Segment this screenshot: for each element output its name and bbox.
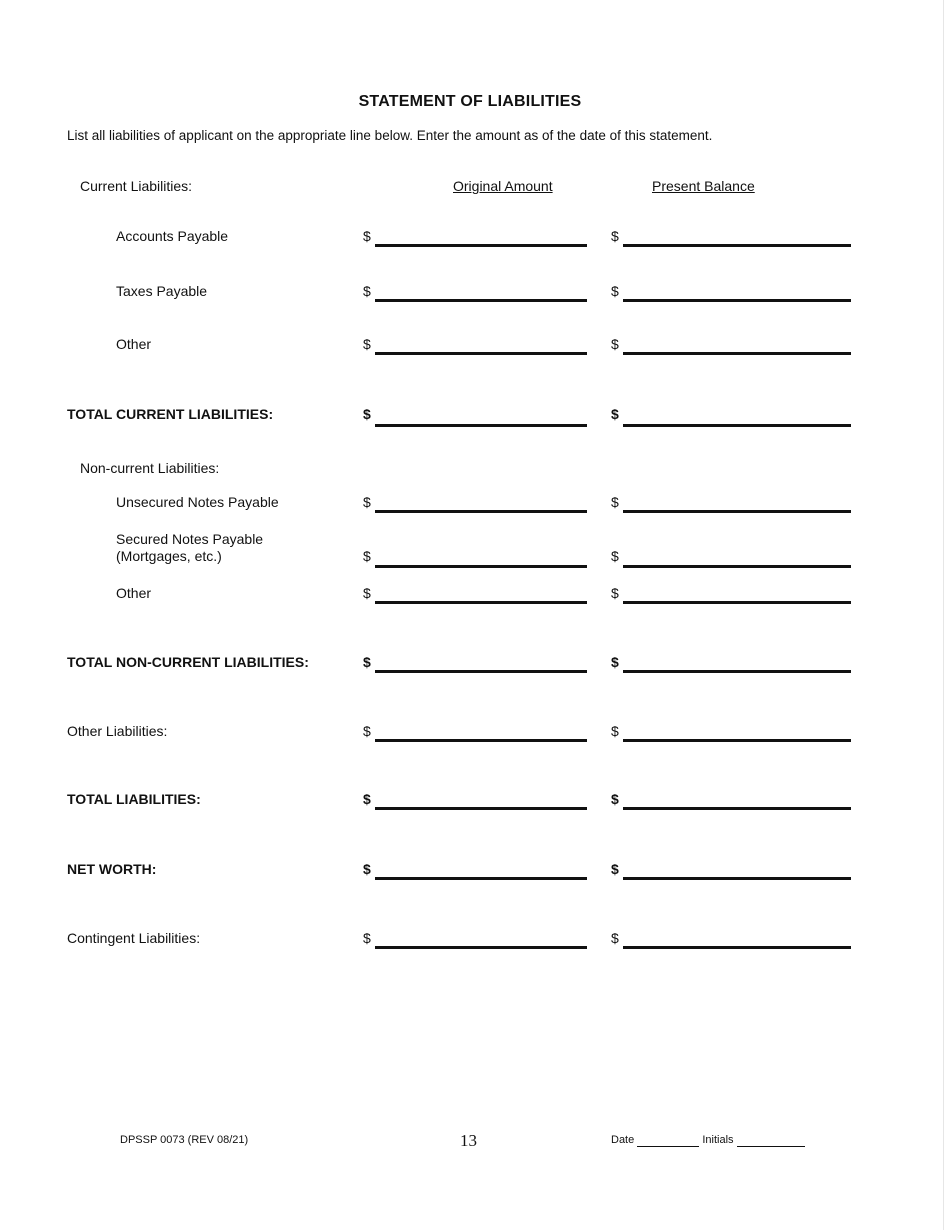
secured-notes-label-line1: Secured Notes Payable bbox=[116, 531, 264, 547]
unsecured-notes-label: Unsecured Notes Payable bbox=[116, 494, 279, 510]
dollar-sign: $ bbox=[363, 791, 371, 807]
other-liabilities-label: Other Liabilities: bbox=[67, 723, 168, 739]
total-liabilities-original-field[interactable] bbox=[375, 807, 587, 810]
dollar-sign: $ bbox=[363, 228, 371, 244]
secured-notes-label bbox=[116, 531, 263, 565]
total-current-label: TOTAL CURRENT LIABILITIES: bbox=[67, 406, 274, 422]
other-current-present-field[interactable] bbox=[623, 352, 851, 355]
noncurrent-liabilities-heading: Non-current Liabilities: bbox=[80, 460, 220, 476]
dollar-sign: $ bbox=[611, 283, 619, 299]
net-worth-row bbox=[0, 861, 940, 895]
page-title: STATEMENT OF LIABILITIES bbox=[358, 93, 582, 110]
secured-notes-original-field[interactable] bbox=[375, 565, 587, 568]
other-current-original-field[interactable] bbox=[375, 352, 587, 355]
dollar-sign: $ bbox=[611, 228, 619, 244]
other-current-row bbox=[0, 336, 940, 370]
dollar-sign: $ bbox=[611, 930, 619, 946]
net-worth-label: NET WORTH: bbox=[67, 861, 157, 877]
date-initials-block bbox=[611, 1134, 805, 1147]
other-current-label: Other bbox=[116, 336, 152, 352]
instructions-text: List all liabilities of applicant on the appropriate line below. Enter the amount as of the date of this statement. bbox=[67, 128, 713, 143]
form-id: DPSSP 0073 (REV 08/21) bbox=[120, 1134, 249, 1146]
secured-notes-label-line2: (Mortgages, etc.) bbox=[116, 548, 222, 564]
accounts-payable-original-field[interactable] bbox=[375, 244, 587, 247]
taxes-payable-row bbox=[0, 283, 940, 317]
unsecured-notes-present-field[interactable] bbox=[623, 510, 851, 513]
total-noncurrent-original-field[interactable] bbox=[375, 670, 587, 673]
contingent-present-field[interactable] bbox=[623, 946, 851, 949]
date-field[interactable] bbox=[637, 1134, 699, 1147]
dollar-sign: $ bbox=[611, 723, 619, 739]
secured-notes-row bbox=[0, 531, 940, 571]
initials-label: Initials bbox=[702, 1134, 734, 1146]
taxes-payable-original-field[interactable] bbox=[375, 299, 587, 302]
page-edge-line bbox=[943, 0, 944, 1230]
dollar-sign: $ bbox=[363, 861, 371, 877]
net-worth-present-field[interactable] bbox=[623, 877, 851, 880]
current-liabilities-heading: Current Liabilities: bbox=[80, 178, 193, 194]
net-worth-original-field[interactable] bbox=[375, 877, 587, 880]
dollar-sign: $ bbox=[363, 283, 371, 299]
dollar-sign: $ bbox=[611, 791, 619, 807]
dollar-sign: $ bbox=[611, 654, 619, 670]
other-noncurrent-original-field[interactable] bbox=[375, 601, 587, 604]
dollar-sign: $ bbox=[363, 406, 371, 422]
total-liabilities-present-field[interactable] bbox=[623, 807, 851, 810]
other-liabilities-present-field[interactable] bbox=[623, 739, 851, 742]
dollar-sign: $ bbox=[363, 654, 371, 670]
taxes-payable-present-field[interactable] bbox=[623, 299, 851, 302]
other-liabilities-original-field[interactable] bbox=[375, 739, 587, 742]
dollar-sign: $ bbox=[363, 585, 371, 601]
other-noncurrent-label: Other bbox=[116, 585, 152, 601]
dollar-sign: $ bbox=[611, 548, 619, 564]
dollar-sign: $ bbox=[363, 723, 371, 739]
date-label: Date bbox=[611, 1134, 635, 1146]
unsecured-notes-original-field[interactable] bbox=[375, 510, 587, 513]
total-noncurrent-row bbox=[0, 654, 940, 688]
contingent-original-field[interactable] bbox=[375, 946, 587, 949]
unsecured-notes-row bbox=[0, 494, 940, 528]
dollar-sign: $ bbox=[363, 336, 371, 352]
dollar-sign: $ bbox=[363, 494, 371, 510]
contingent-liabilities-row bbox=[0, 930, 940, 964]
dollar-sign: $ bbox=[611, 861, 619, 877]
dollar-sign: $ bbox=[363, 930, 371, 946]
total-liabilities-label: TOTAL LIABILITIES: bbox=[67, 791, 201, 807]
present-balance-header: Present Balance bbox=[652, 178, 755, 194]
dollar-sign: $ bbox=[611, 585, 619, 601]
total-noncurrent-present-field[interactable] bbox=[623, 670, 851, 673]
total-current-original-field[interactable] bbox=[375, 424, 587, 427]
initials-field[interactable] bbox=[737, 1134, 805, 1147]
dollar-sign: $ bbox=[363, 548, 371, 564]
total-noncurrent-label: TOTAL NON-CURRENT LIABILITIES: bbox=[67, 654, 309, 670]
page-number: 13 bbox=[460, 1131, 477, 1150]
total-current-row bbox=[0, 406, 940, 440]
other-liabilities-row bbox=[0, 723, 940, 757]
accounts-payable-row bbox=[0, 228, 940, 262]
total-liabilities-row bbox=[0, 791, 940, 825]
original-amount-header: Original Amount bbox=[453, 178, 553, 194]
total-current-present-field[interactable] bbox=[623, 424, 851, 427]
accounts-payable-present-field[interactable] bbox=[623, 244, 851, 247]
taxes-payable-label: Taxes Payable bbox=[116, 283, 208, 299]
dollar-sign: $ bbox=[611, 336, 619, 352]
contingent-liabilities-label: Contingent Liabilities: bbox=[67, 930, 201, 946]
other-noncurrent-present-field[interactable] bbox=[623, 601, 851, 604]
secured-notes-present-field[interactable] bbox=[623, 565, 851, 568]
dollar-sign: $ bbox=[611, 494, 619, 510]
accounts-payable-label: Accounts Payable bbox=[116, 228, 229, 244]
other-noncurrent-row bbox=[0, 585, 940, 619]
dollar-sign: $ bbox=[611, 406, 619, 422]
